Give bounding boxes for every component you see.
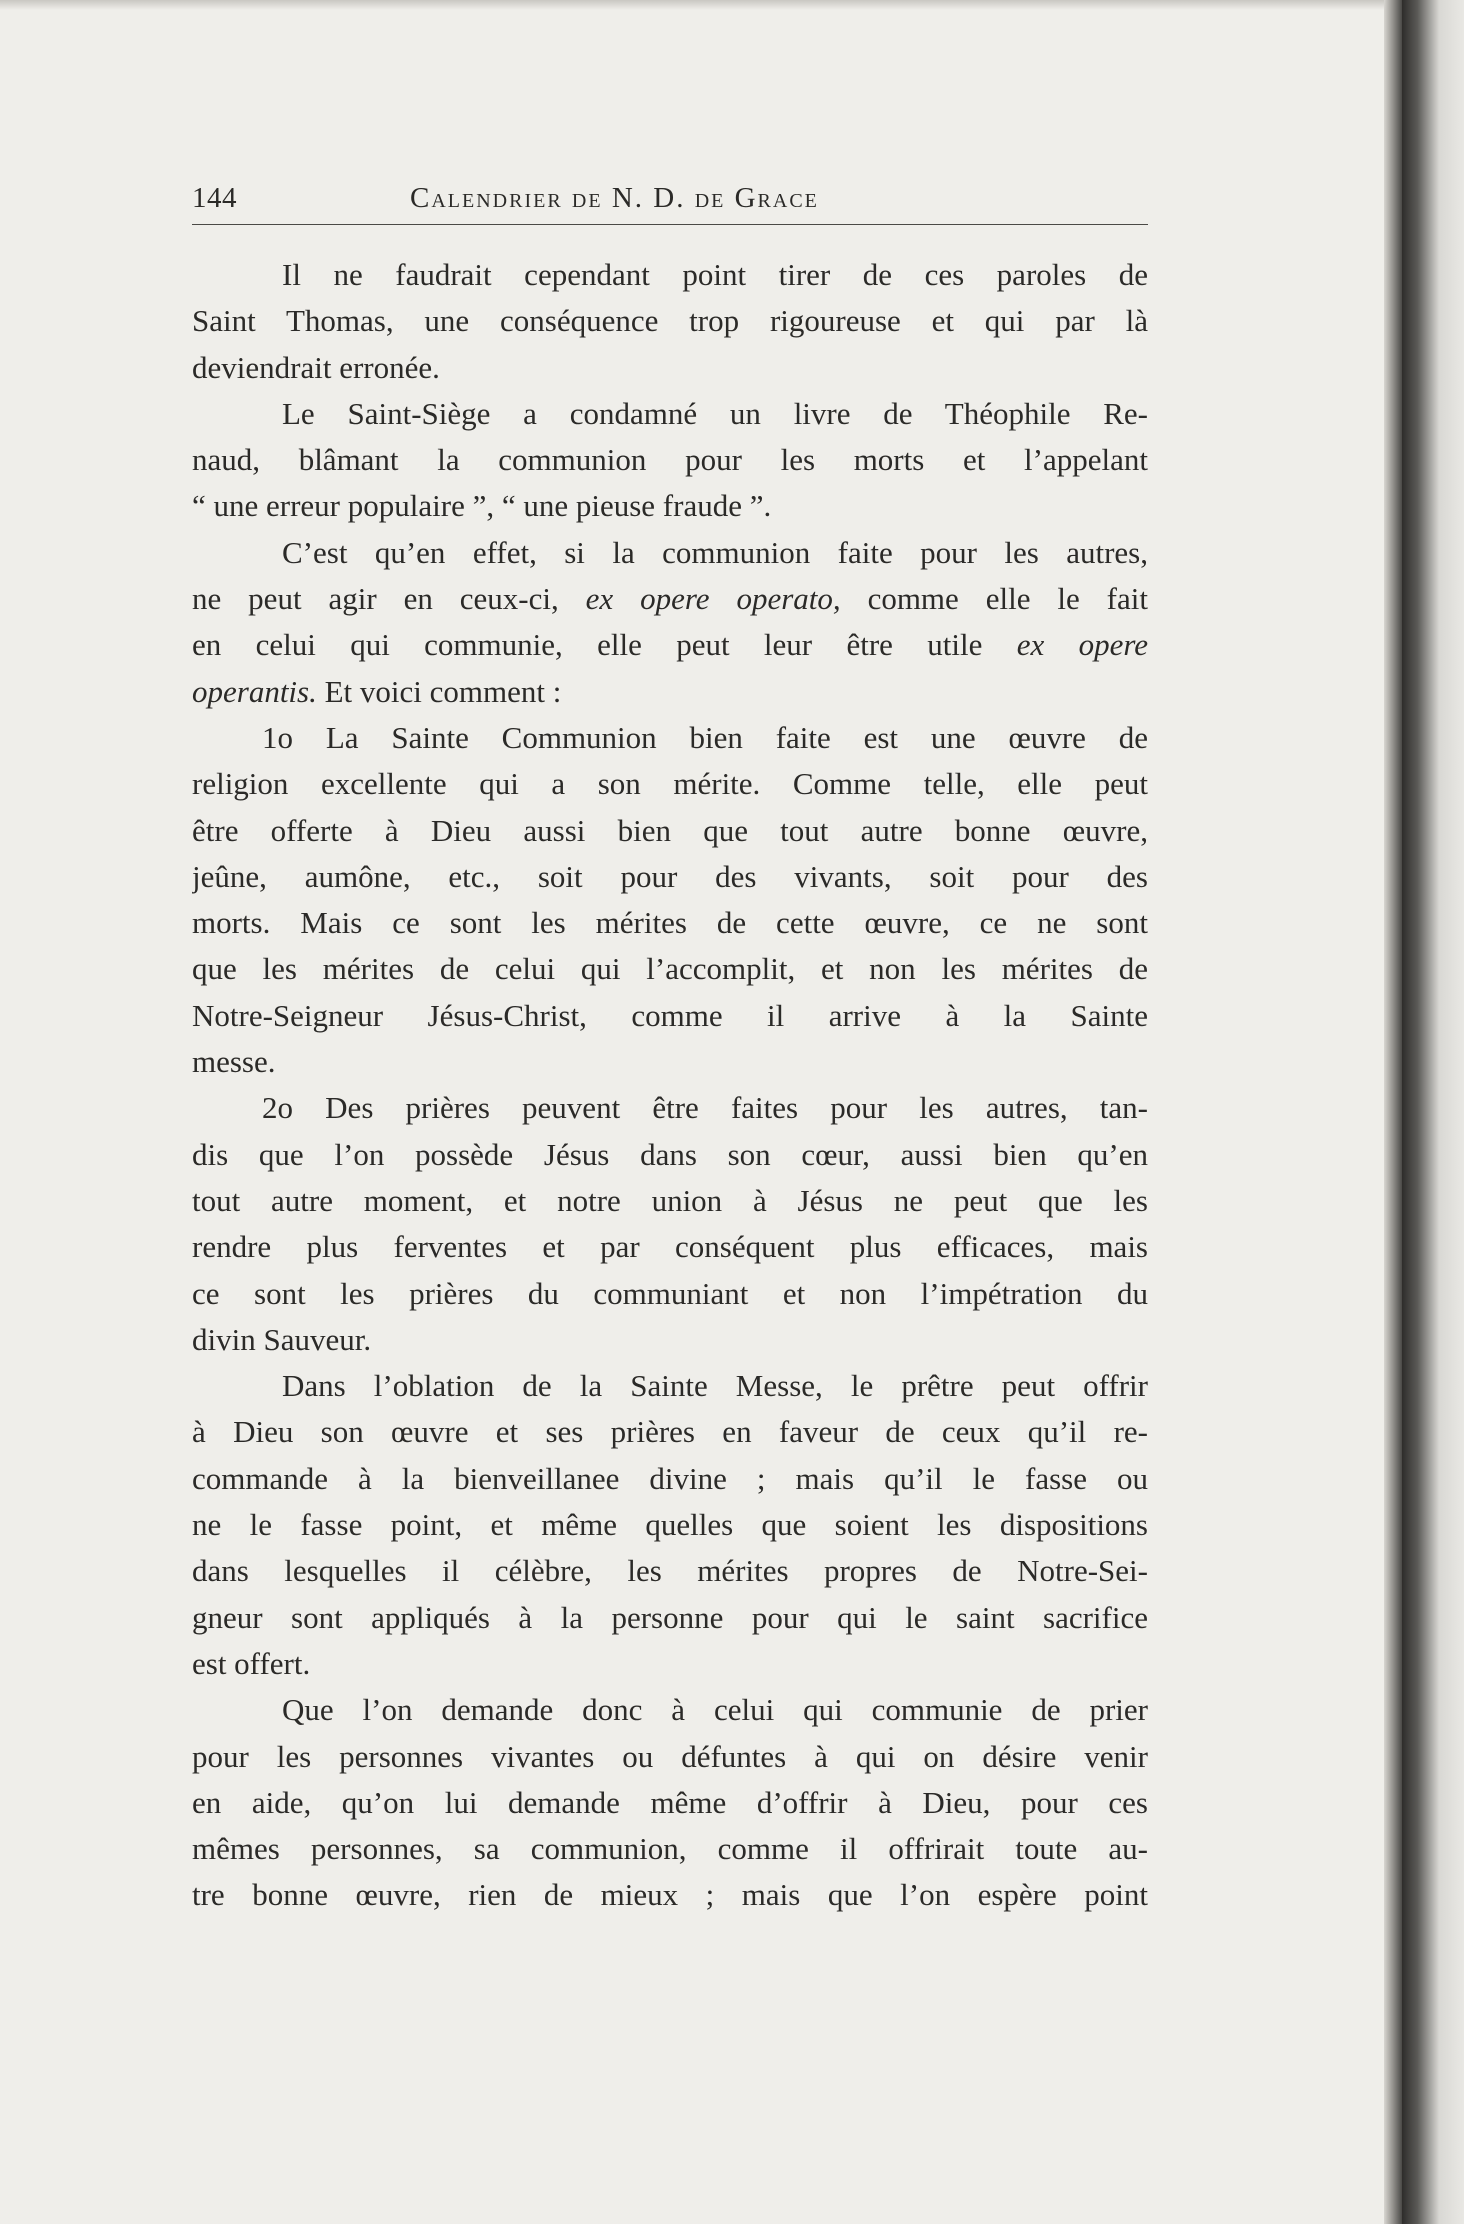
text-run: Et voici comment :: [324, 673, 562, 709]
text-line: 2o Des prières peuvent être faites pour les autres, tan-: [262, 1090, 1148, 1126]
page-number: 144: [192, 182, 237, 214]
facing-page-edge: [1402, 0, 1464, 2224]
text-line: que les mérites de celui qui l’accomplit, et non les mérites de: [192, 951, 1148, 987]
text-line: deviendrait erronée.: [192, 349, 440, 385]
latin-phrase: operantis.: [192, 673, 317, 709]
text-run: ne peut agir en ceux-ci,: [192, 581, 559, 617]
text-line-mixed: [192, 576, 1148, 622]
text-line: en aide, qu’on lui demande même d’offrir à Dieu, pour ces: [192, 1784, 1148, 1820]
text-line: “ une erreur populaire ”, “ une pieuse fraude ”.: [192, 488, 772, 524]
text-line: Notre-Seigneur Jésus-Christ, comme il arrive à la Sainte: [192, 997, 1148, 1033]
latin-phrase: ex opere: [1016, 627, 1148, 663]
text-line: divin Sauveur.: [192, 1321, 372, 1357]
text-line: messe.: [192, 1044, 276, 1080]
text-line: mêmes personnes, sa communion, comme il offrirait toute au-: [192, 1831, 1148, 1867]
text-line: Il ne faudrait cependant point tirer de ces paroles de: [282, 257, 1148, 292]
text-line-mixed: [192, 622, 1148, 668]
text-line: ce sont les prières du communiant et non l’impétration du: [192, 1275, 1148, 1311]
gutter-shadow: [1384, 0, 1402, 2224]
text-line: Dans l’oblation de la Sainte Messe, le prêtre peut offrir: [282, 1368, 1148, 1404]
text-line: naud, blâmant la communion pour les morts et l’appelant: [192, 442, 1148, 478]
text-line: commande à la bienveillanee divine ; mais qu’il le fasse ou: [192, 1460, 1148, 1496]
running-title: Calendrier de N. D. de Grace: [410, 182, 819, 214]
text-line-mixed: [192, 669, 1148, 715]
text-line: tre bonne œuvre, rien de mieux ; mais que l’on espère point: [192, 1877, 1148, 1913]
body-text: [192, 252, 1148, 1919]
text-line: morts. Mais ce sont les mérites de cette œuvre, ce ne sont: [192, 905, 1148, 941]
text-line: à Dieu son œuvre et ses prières en faveur de ceux qu’il re-: [192, 1414, 1148, 1450]
text-line: 1o La Sainte Communion bien faite est une œuvre de: [262, 719, 1148, 755]
text-line: dis que l’on possède Jésus dans son cœur, aussi bien qu’en: [192, 1136, 1148, 1172]
text-line: est offert.: [192, 1645, 311, 1681]
text-line: dans lesquelles il célèbre, les mérites propres de Notre-Sei-: [192, 1553, 1148, 1589]
text-line: Saint Thomas, une conséquence trop rigoureuse et qui par là: [192, 303, 1148, 339]
text-line: jeûne, aumône, etc., soit pour des vivants, soit pour des: [192, 858, 1148, 894]
text-line: pour les personnes vivantes ou défuntes à qui on désire venir: [192, 1738, 1148, 1774]
running-head: [192, 180, 1148, 225]
text-run: en celui qui communie, elle peut leur être utile: [192, 627, 983, 663]
text-line: Que l’on demande donc à celui qui communie de prier: [282, 1692, 1148, 1728]
latin-phrase: ex opere operato,: [585, 581, 841, 617]
text-line: C’est qu’en effet, si la communion faite pour les autres,: [282, 534, 1148, 570]
text-run: comme elle le fait: [867, 581, 1148, 617]
text-line: gneur sont appliqués à la personne pour qui le saint sacrifice: [192, 1599, 1148, 1635]
text-line: religion excellente qui a son mérite. Comme telle, elle peut: [192, 766, 1148, 802]
text-line: rendre plus ferventes et par conséquent plus efficaces, mais: [192, 1229, 1148, 1265]
text-line: tout autre moment, et notre union à Jésus ne peut que les: [192, 1182, 1148, 1218]
text-line: Le Saint-Siège a condamné un livre de Théophile Re-: [282, 395, 1148, 431]
page-top-edge: [0, 0, 1464, 10]
text-line: être offerte à Dieu aussi bien que tout autre bonne œuvre,: [192, 812, 1148, 848]
text-line: ne le fasse point, et même quelles que soient les dispositions: [192, 1507, 1148, 1543]
